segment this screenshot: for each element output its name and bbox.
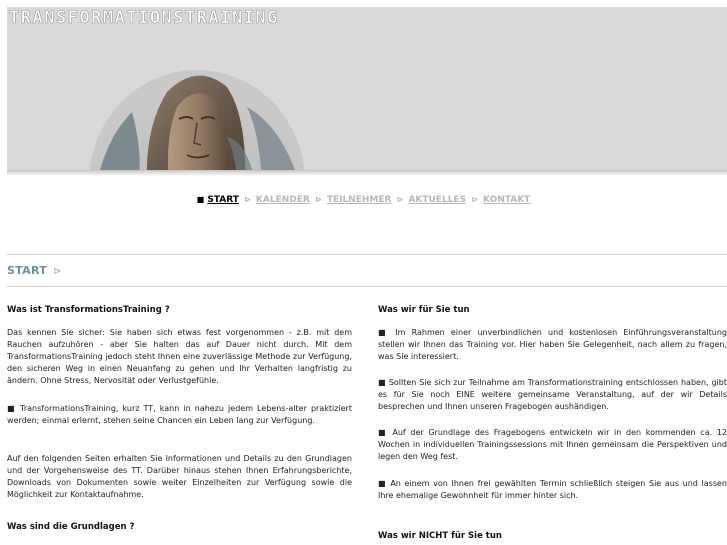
right-paragraph-3: ■ Auf der Grundlage des Fragebogens entwickeln wir in den kommenden ca. 12 Wochen in individuellen Trainingssessions mit Ihnen gemeinsam die Perspektiven und legen den Weg fest. [378, 428, 727, 461]
site-title: TRANSFORMATIONSTRAINING [9, 8, 279, 28]
right-heading-1: Was wir für Sie tun [378, 305, 470, 315]
chevron-right-icon: ⊳ [314, 195, 322, 204]
active-square-icon: ■ [196, 195, 205, 204]
right-paragraph-1: ■ Im Rahmen einer unverbindlichen und kostenlosen Einführungsveranstaltung stellen wir Ihnen das Training vor. Hier haben Sie Gelegenheit, nach allem zu fragen, was Sie interessiert. [378, 328, 727, 361]
section-title [7, 264, 62, 277]
nav-start[interactable]: START [207, 195, 239, 205]
nav-kalender[interactable]: KALENDER [255, 195, 310, 205]
right-heading-2: Was wir NICHT für Sie tun [378, 531, 502, 541]
left-paragraph-1: Das kennen Sie sicher: Sie haben sich etwas fest vorgenommen - z.B. mit dem Rauchen aufzuhören - aber Sie halten das auf Dauer nicht durch. Mit dem TransformationsTraining jedoch steht Ihnen eine zuverlässige Methode zur Verfügung, den sicheren Weg in einen Neuanfang zu gehen und Ihr Verhalten langfristig zu ändern. Ohne Stress, Nervosität oder Verlustgefühle. [7, 328, 352, 385]
left-paragraph-3: Auf den folgenden Seiten erhalten Sie Informationen und Details zu den Grundlagen und der Vorgehensweise des TT. Darüber hinaus stehen Ihnen Erfahrungsberichte, Downloads von Dokumenten sowie weiter Einzelheiten zur Verfügung sowie die Möglichkeit zur Kontaktaufnahme. [7, 454, 352, 499]
divider-top [7, 254, 727, 255]
left-heading-2: Was sind die Grundlagen ? [7, 522, 135, 532]
section-title-text: START [7, 264, 48, 277]
left-heading-1: Was ist TransformationsTraining ? [7, 305, 170, 315]
right-paragraph-2: ■ Sollten Sie sich zur Teilnahme am Transformationstraining entschlossen haben, gibt es für Sie noch EINE weitere gemeinsame Veranstaltung, auf der wir Details besprechen und Ihnen unseren Fragebogen aushändigen. [378, 378, 727, 411]
square-bullet-icon: ■ [378, 479, 391, 488]
header-shadow [7, 170, 727, 176]
right-paragraph-4: ■ An einem von Ihnen frei gewählten Termin schließlich steigen Sie aus und lassen Ihre ehemalige Gewohnheit für immer hinter sich. [378, 479, 727, 500]
square-bullet-icon: ■ [378, 428, 393, 437]
chevron-right-icon: ⊳ [471, 195, 478, 204]
nav-kontakt[interactable]: KONTAKT [483, 195, 531, 205]
nav-teilnehmer[interactable]: TEILNEHMER [326, 195, 392, 205]
header-banner [7, 7, 727, 170]
nav-aktuelles[interactable]: AKTUELLES [408, 195, 467, 205]
chevron-right-icon: ⊳ [396, 195, 404, 204]
left-paragraph-2: ■ TransformationsTraining, kurz TT, kann in nahezu jedem Lebens-alter praktiziert werden; einmal erlernt, stehen seine Chancen ein Leben lang zur Verfügung. [7, 404, 352, 425]
divider-bottom [7, 286, 727, 287]
chevron-right-icon: ⊳ [53, 266, 62, 277]
chevron-right-icon: ⊳ [244, 195, 251, 204]
square-bullet-icon: ■ [378, 328, 396, 337]
square-bullet-icon: ■ [378, 378, 389, 387]
square-bullet-icon: ■ [7, 404, 21, 413]
main-navigation [0, 195, 727, 205]
sculpture-image [87, 57, 307, 170]
